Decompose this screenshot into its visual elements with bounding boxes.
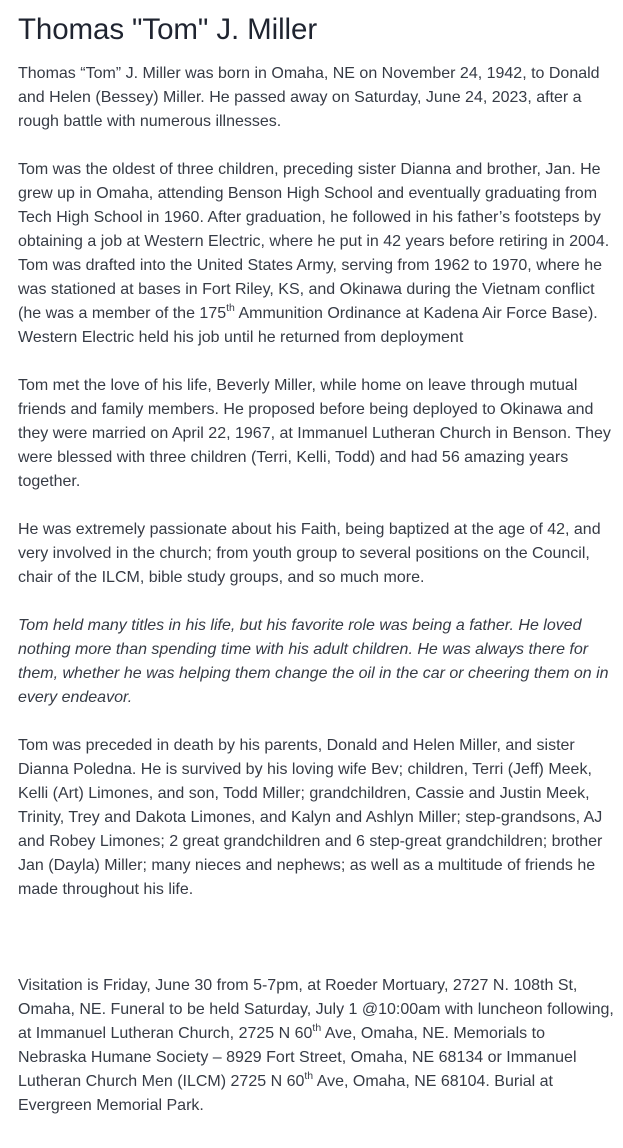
ordinal-suffix: th xyxy=(226,301,235,314)
paragraph-marriage: Tom met the love of his life, Beverly Miller, while home on leave through mutual friends and family members. He proposed before being deployed to Okinawa and they were married on April 22, 1967, at Immanuel Lutheran Church in Benson. They were blessed with three children (Terri, Kelli, Todd) and had 56 amazing years together. xyxy=(18,377,611,490)
obituary-page xyxy=(18,10,614,1118)
ordinal-suffix: th xyxy=(312,1021,322,1034)
paragraph-services-text-a: Visitation is Friday, June 30 from 5-7pm, at Roeder Mortuary, 2727 N. 108th St, Omaha, NE. Funeral to be held Saturday, July 1 @10:00am with luncheon following, at Immanuel Lutheran Church, 2725 N 60 xyxy=(18,977,614,1042)
paragraph-faith: He was extremely passionate about his Faith, being baptized at the age of 42, and very involved in the church; from youth group to several positions on the Council, chair of the ILCM, bible study groups, and so much more. xyxy=(18,521,601,586)
paragraph-early-life-text-a: Tom was the oldest of three children, preceding sister Dianna and brother, Jan. He grew up in Omaha, attending Benson High School and eventually graduating from Tech High School in 1960. After graduation, he followed in his father’s footsteps by obtaining a job at Western Electric, where he put in 42 years before retiring in 2004. Tom was drafted into the United States Army, serving from 1962 to 1970, where he was stationed at bases in Fort Riley, KS, and Okinawa during the Vietnam conflict (he was a member of the 175 xyxy=(18,161,610,322)
ordinal-suffix: th xyxy=(304,1069,314,1082)
paragraph-father: Tom held many titles in his life, but his favorite role was being a father. He loved nothing more than spending time with his adult children. He was always there for them, whether he was helping them change the oil in the car or cheering them on in every endeavor. xyxy=(18,617,609,706)
paragraph-services-text-c: Ave, Omaha, NE 68104. Burial at Evergreen Memorial Park. xyxy=(18,1073,553,1114)
paragraph-early-life-text-b: Ammunition Ordinance at Kadena Air Force Base). Western Electric held his job until he returned from deployment xyxy=(18,305,598,346)
paragraph-family: Tom was preceded in death by his parents, Donald and Helen Miller, and sister Dianna Poledna. He is survived by his loving wife Bev; children, Terri (Jeff) Meek, Kelli (Art) Limones, and son, Todd Miller; grandchildren, Cassie and Justin Meek, Trinity, Trey and Dakota Limones, and Kalyn and Ashlyn Miller; step-grandsons, AJ and Robey Limones; 2 great grandchildren and 6 step-great grandchildren; brother Jan (Dayla) Miller; many nieces and nephews; as well as a multitude of friends he made throughout his life. xyxy=(18,737,603,898)
paragraph-birth: Thomas “Tom” J. Miller was born in Omaha, NE on November 24, 1942, to Donald and Helen (Bessey) Miller. He passed away on Saturday, June 24, 2023, after a rough battle with numerous illnesses. xyxy=(18,65,600,130)
page-title: Thomas "Tom" J. Miller xyxy=(18,13,318,46)
paragraph-services xyxy=(18,974,614,1118)
paragraph-services-text-b: Ave, Omaha, NE. Memorials to Nebraska Humane Society – 8929 Fort Street, Omaha, NE 68134 or Immanuel Lutheran Church Men (ILCM) 2725 N 60 xyxy=(18,1025,577,1090)
paragraph-early-life xyxy=(18,158,614,350)
